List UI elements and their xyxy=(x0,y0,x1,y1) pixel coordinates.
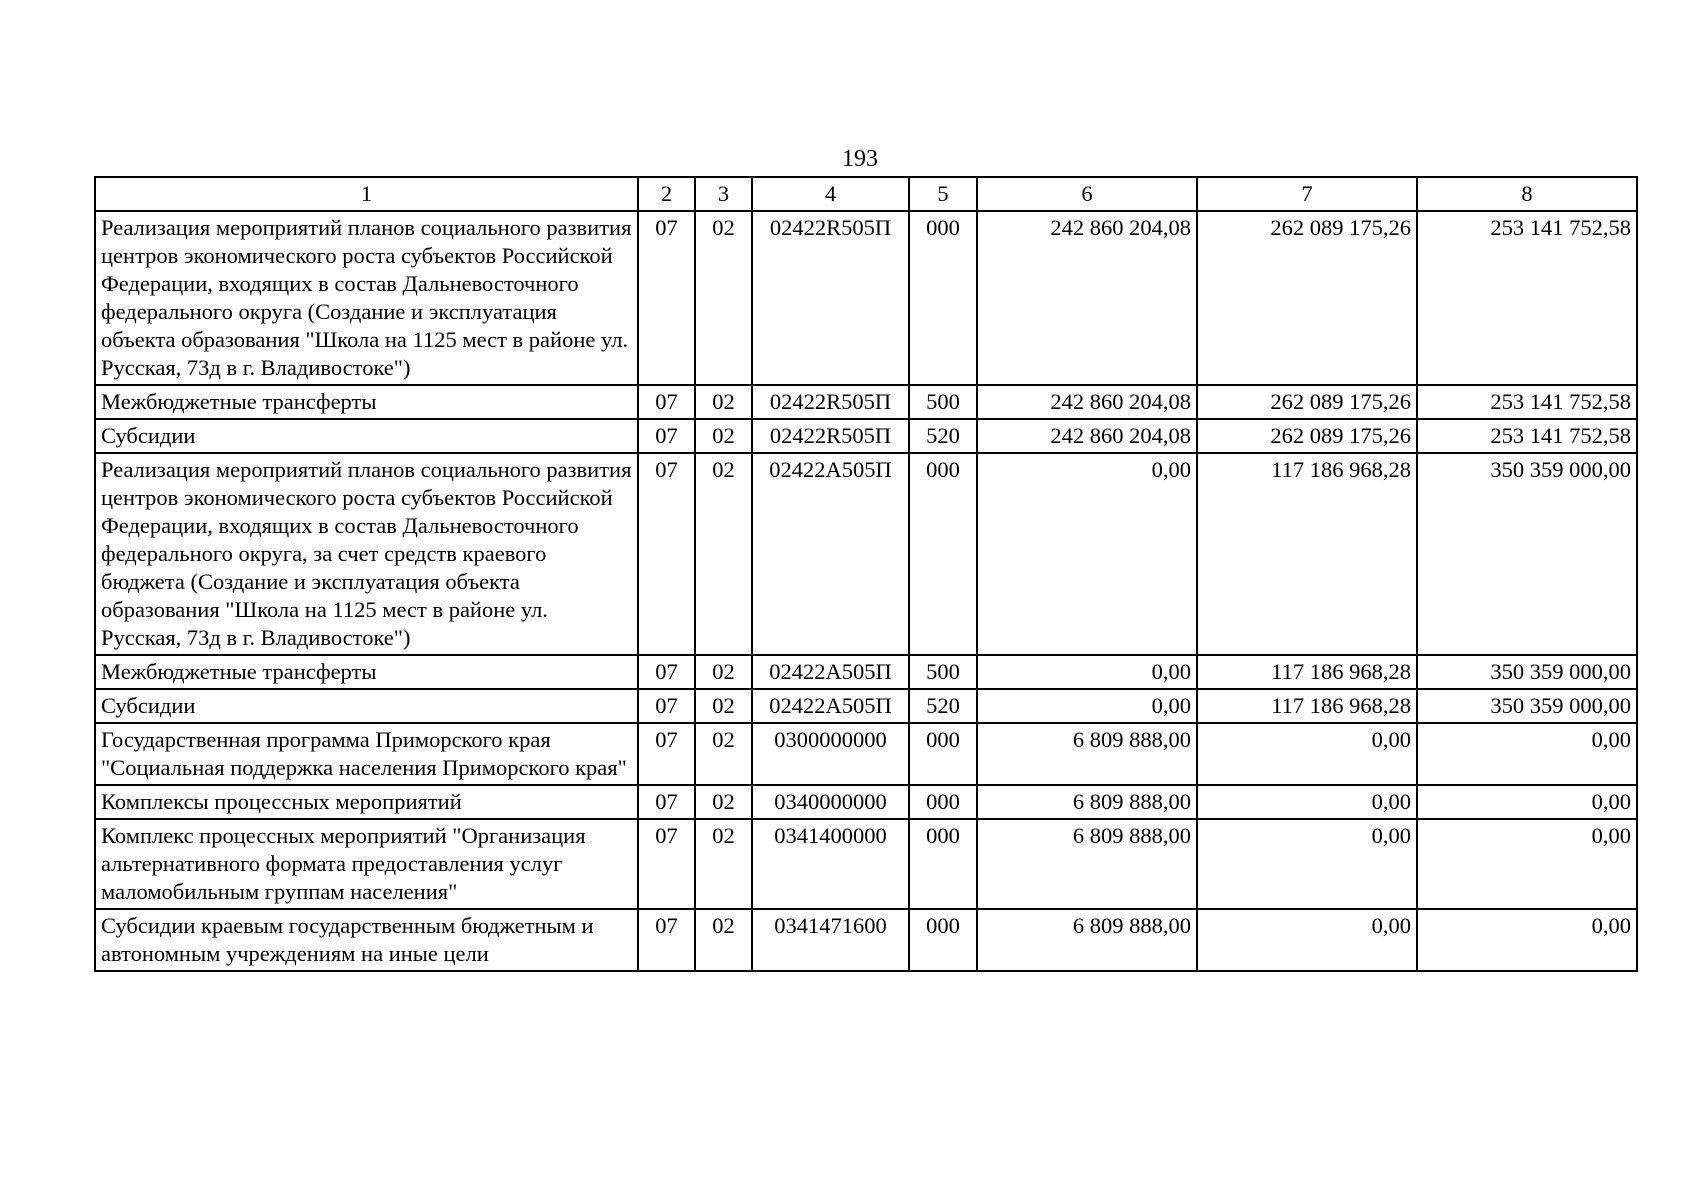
row-name: Реализация мероприятий планов социального развития центров экономического роста субъектов Российской Федерации, входящих в состав Дальневосточного федерального округа, за счет средств краевого бюджета (Создание и эксплуатация объекта образования "Школа на 1125 мест в районе ул. Русская, 73д в г. Владивостоке") xyxy=(95,453,638,655)
expense-type-code: 000 xyxy=(909,785,977,819)
table-row xyxy=(95,819,1637,909)
row-name: Субсидии xyxy=(95,689,638,723)
row-name: Комплекс процессных мероприятий "Организация альтернативного формата предоставления услуг маломобильным группам населения" xyxy=(95,819,638,909)
target-code: 02422А505П xyxy=(752,453,909,655)
subsection-code: 02 xyxy=(695,819,752,909)
amount-col-7: 0,00 xyxy=(1197,819,1417,909)
expense-type-code: 000 xyxy=(909,819,977,909)
subsection-code: 02 xyxy=(695,211,752,385)
target-code: 0300000000 xyxy=(752,723,909,785)
target-code: 02422А505П xyxy=(752,655,909,689)
target-code: 0341400000 xyxy=(752,819,909,909)
target-code: 02422R505П xyxy=(752,419,909,453)
amount-col-6: 6 809 888,00 xyxy=(977,723,1197,785)
expense-type-code: 520 xyxy=(909,689,977,723)
row-name: Комплексы процессных мероприятий xyxy=(95,785,638,819)
table-row xyxy=(95,785,1637,819)
subsection-code: 02 xyxy=(695,419,752,453)
section-code: 07 xyxy=(638,785,695,819)
row-name: Межбюджетные трансферты xyxy=(95,385,638,419)
subsection-code: 02 xyxy=(695,655,752,689)
amount-col-8: 0,00 xyxy=(1417,909,1637,971)
column-header: 4 xyxy=(752,177,909,211)
target-code: 02422А505П xyxy=(752,689,909,723)
section-code: 07 xyxy=(638,419,695,453)
amount-col-8: 253 141 752,58 xyxy=(1417,385,1637,419)
amount-col-6: 6 809 888,00 xyxy=(977,819,1197,909)
amount-col-8: 0,00 xyxy=(1417,819,1637,909)
expense-type-code: 000 xyxy=(909,909,977,971)
section-code: 07 xyxy=(638,211,695,385)
table-row xyxy=(95,909,1637,971)
target-code: 02422R505П xyxy=(752,211,909,385)
amount-col-7: 0,00 xyxy=(1197,909,1417,971)
column-header: 5 xyxy=(909,177,977,211)
amount-col-8: 253 141 752,58 xyxy=(1417,211,1637,385)
amount-col-7: 0,00 xyxy=(1197,723,1417,785)
section-code: 07 xyxy=(638,385,695,419)
amount-col-6: 0,00 xyxy=(977,655,1197,689)
row-name: Субсидии краевым государственным бюджетным и автономным учреждениям на иные цели xyxy=(95,909,638,971)
table-row xyxy=(95,453,1637,655)
page-number: 193 xyxy=(842,146,878,172)
amount-col-6: 242 860 204,08 xyxy=(977,419,1197,453)
amount-col-8: 350 359 000,00 xyxy=(1417,689,1637,723)
table-row xyxy=(95,385,1637,419)
amount-col-6: 6 809 888,00 xyxy=(977,785,1197,819)
amount-col-7: 117 186 968,28 xyxy=(1197,453,1417,655)
amount-col-8: 350 359 000,00 xyxy=(1417,655,1637,689)
table-row xyxy=(95,689,1637,723)
subsection-code: 02 xyxy=(695,385,752,419)
amount-col-7: 262 089 175,26 xyxy=(1197,419,1417,453)
column-header: 6 xyxy=(977,177,1197,211)
amount-col-6: 0,00 xyxy=(977,453,1197,655)
table-row xyxy=(95,211,1637,385)
amount-col-7: 117 186 968,28 xyxy=(1197,689,1417,723)
amount-col-7: 262 089 175,26 xyxy=(1197,385,1417,419)
section-code: 07 xyxy=(638,655,695,689)
subsection-code: 02 xyxy=(695,909,752,971)
row-name: Субсидии xyxy=(95,419,638,453)
expense-type-code: 500 xyxy=(909,385,977,419)
expense-type-code: 000 xyxy=(909,211,977,385)
target-code: 0340000000 xyxy=(752,785,909,819)
expense-type-code: 000 xyxy=(909,453,977,655)
column-header: 1 xyxy=(95,177,638,211)
amount-col-7: 262 089 175,26 xyxy=(1197,211,1417,385)
column-header: 8 xyxy=(1417,177,1637,211)
subsection-code: 02 xyxy=(695,723,752,785)
amount-col-6: 0,00 xyxy=(977,689,1197,723)
table-row xyxy=(95,723,1637,785)
amount-col-7: 117 186 968,28 xyxy=(1197,655,1417,689)
expense-type-code: 500 xyxy=(909,655,977,689)
subsection-code: 02 xyxy=(695,785,752,819)
section-code: 07 xyxy=(638,723,695,785)
amount-col-8: 0,00 xyxy=(1417,723,1637,785)
expense-type-code: 520 xyxy=(909,419,977,453)
section-code: 07 xyxy=(638,819,695,909)
amount-col-6: 6 809 888,00 xyxy=(977,909,1197,971)
table-row xyxy=(95,655,1637,689)
amount-col-8: 253 141 752,58 xyxy=(1417,419,1637,453)
amount-col-8: 0,00 xyxy=(1417,785,1637,819)
amount-col-6: 242 860 204,08 xyxy=(977,211,1197,385)
row-name: Межбюджетные трансферты xyxy=(95,655,638,689)
header-row xyxy=(95,177,1637,211)
target-code: 02422R505П xyxy=(752,385,909,419)
section-code: 07 xyxy=(638,689,695,723)
subsection-code: 02 xyxy=(695,689,752,723)
subsection-code: 02 xyxy=(695,453,752,655)
section-code: 07 xyxy=(638,909,695,971)
target-code: 0341471600 xyxy=(752,909,909,971)
amount-col-6: 242 860 204,08 xyxy=(977,385,1197,419)
section-code: 07 xyxy=(638,453,695,655)
column-header: 7 xyxy=(1197,177,1417,211)
row-name: Государственная программа Приморского края "Социальная поддержка населения Приморского края" xyxy=(95,723,638,785)
amount-col-7: 0,00 xyxy=(1197,785,1417,819)
table-row xyxy=(95,419,1637,453)
expense-type-code: 000 xyxy=(909,723,977,785)
column-header: 2 xyxy=(638,177,695,211)
budget-table xyxy=(94,176,1638,972)
row-name: Реализация мероприятий планов социального развития центров экономического роста субъектов Российской Федерации, входящих в состав Дальневосточного федерального округа (Создание и эксплуатация объекта образования "Школа на 1125 мест в районе ул. Русская, 73д в г. Владивостоке") xyxy=(95,211,638,385)
column-header: 3 xyxy=(695,177,752,211)
amount-col-8: 350 359 000,00 xyxy=(1417,453,1637,655)
